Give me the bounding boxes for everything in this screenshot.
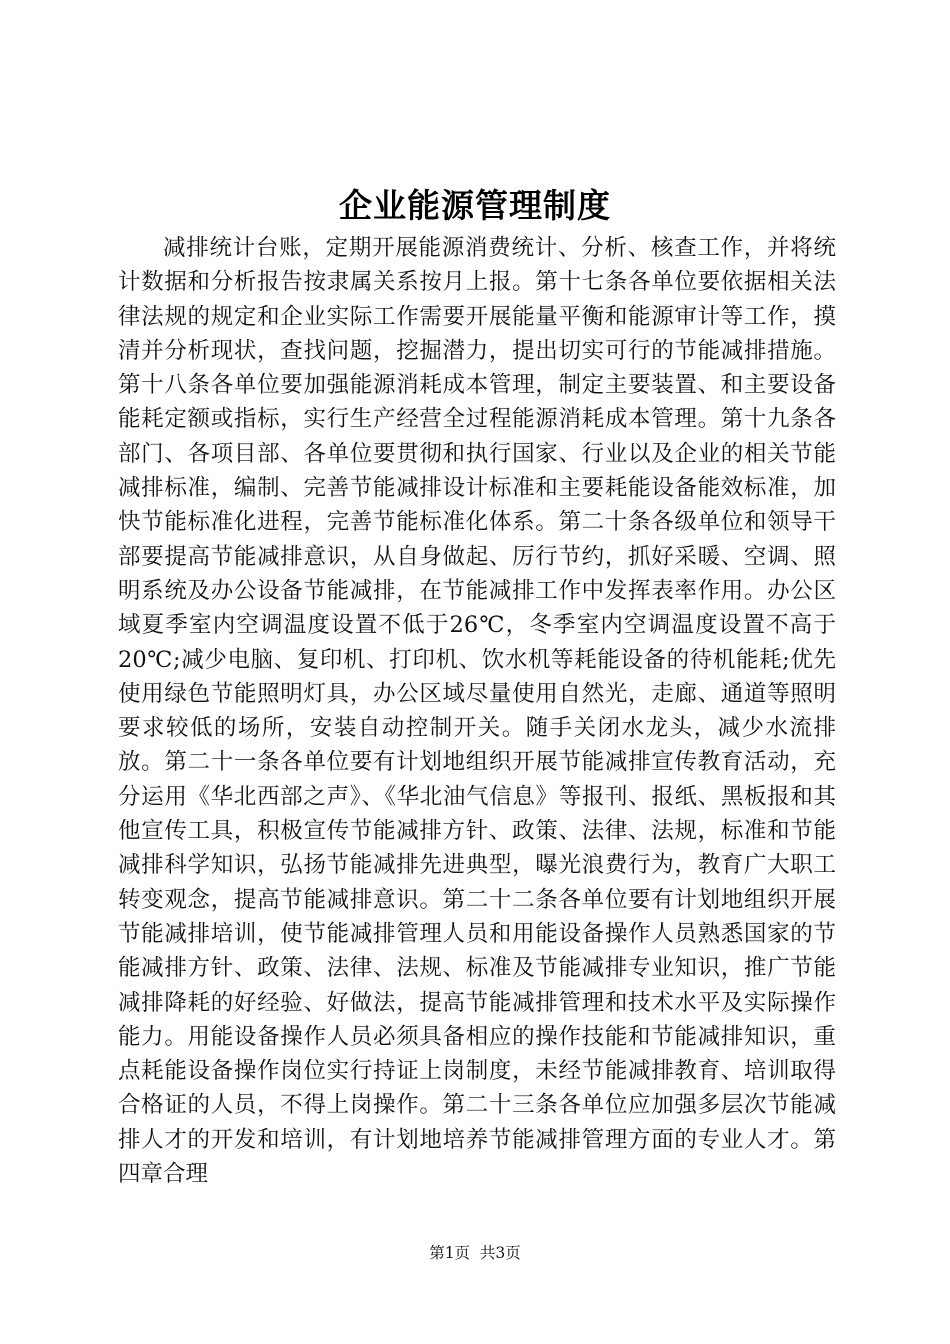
page-total: 共3页 bbox=[479, 1244, 521, 1262]
document-title: 企业能源管理制度 bbox=[339, 186, 611, 225]
page-footer bbox=[0, 1242, 950, 1264]
footer-separator bbox=[470, 1244, 480, 1262]
document-body-paragraph: 减排统计台账，定期开展能源消费统计、分析、核查工作，并将统计数据和分析报告按隶属关系按月上报。第十七条各单位要依据相关法律法规的规定和企业实际工作需要开展能量平衡和能源审计等工作，摸清并分析现状，查找问题，挖掘潜力，提出切实可行的节能减排措施。第十八条各单位要加强能源消耗成本管理，制定主要装置、和主要设备能耗定额或指标，实行生产经营全过程能源消耗成本管理。第十九条各部门、各项目部、各单位要贯彻和执行国家、行业以及企业的相关节能减排标准，编制、完善节能减排设计标准和主要耗能设备能效标准，加快节能标准化进程，完善节能标准化体系。第二十条各级单位和领导干部要提高节能减排意识，从自身做起、厉行节约，抓好采暖、空调、照明系统及办公设备节能减排，在节能减排工作中发挥表率作用。办公区域夏季室内空调温度设置不低于26℃，冬季室内空调温度设置不高于20℃;减少电脑、复印机、打印机、饮水机等耗能设备的待机能耗;优先使用绿色节能照明灯具，办公区域尽量使用自然光，走廊、通道等照明要求较低的场所，安装自动控制开关。随手关闭水龙头，减少水流排放。第二十一条各单位要有计划地组织开展节能减排宣传教育活动，充分运用《华北西部之声》、《华北油气信息》等报刊、报纸、黑板报和其他宣传工具，积极宣传节能减排方针、政策、法律、法规，标准和节能减排科学知识，弘扬节能减排先进典型，曝光浪费行为，教育广大职工转变观念，提高节能减排意识。第二十二条各单位要有计划地组织开展节能减排培训，使节能减排管理人员和用能设备操作人员熟悉国家的节能减排方针、政策、法律、法规、标准及节能减排专业知识，推广节能减排降耗的好经验、好做法，提高节能减排管理和技术水平及实际操作能力。用能设备操作人员必须具备相应的操作技能和节能减排知识，重点耗能设备操作岗位实行持证上岗制度，未经节能减排教育、培训取得合格证的人员，不得上岗操作。第二十三条各单位应加强多层次节能减排人才的开发和培训，有计划地培养节能减排管理方面的专业人才。第四章合理 bbox=[118, 235, 836, 1188]
page-number: 第1页 bbox=[429, 1244, 471, 1262]
